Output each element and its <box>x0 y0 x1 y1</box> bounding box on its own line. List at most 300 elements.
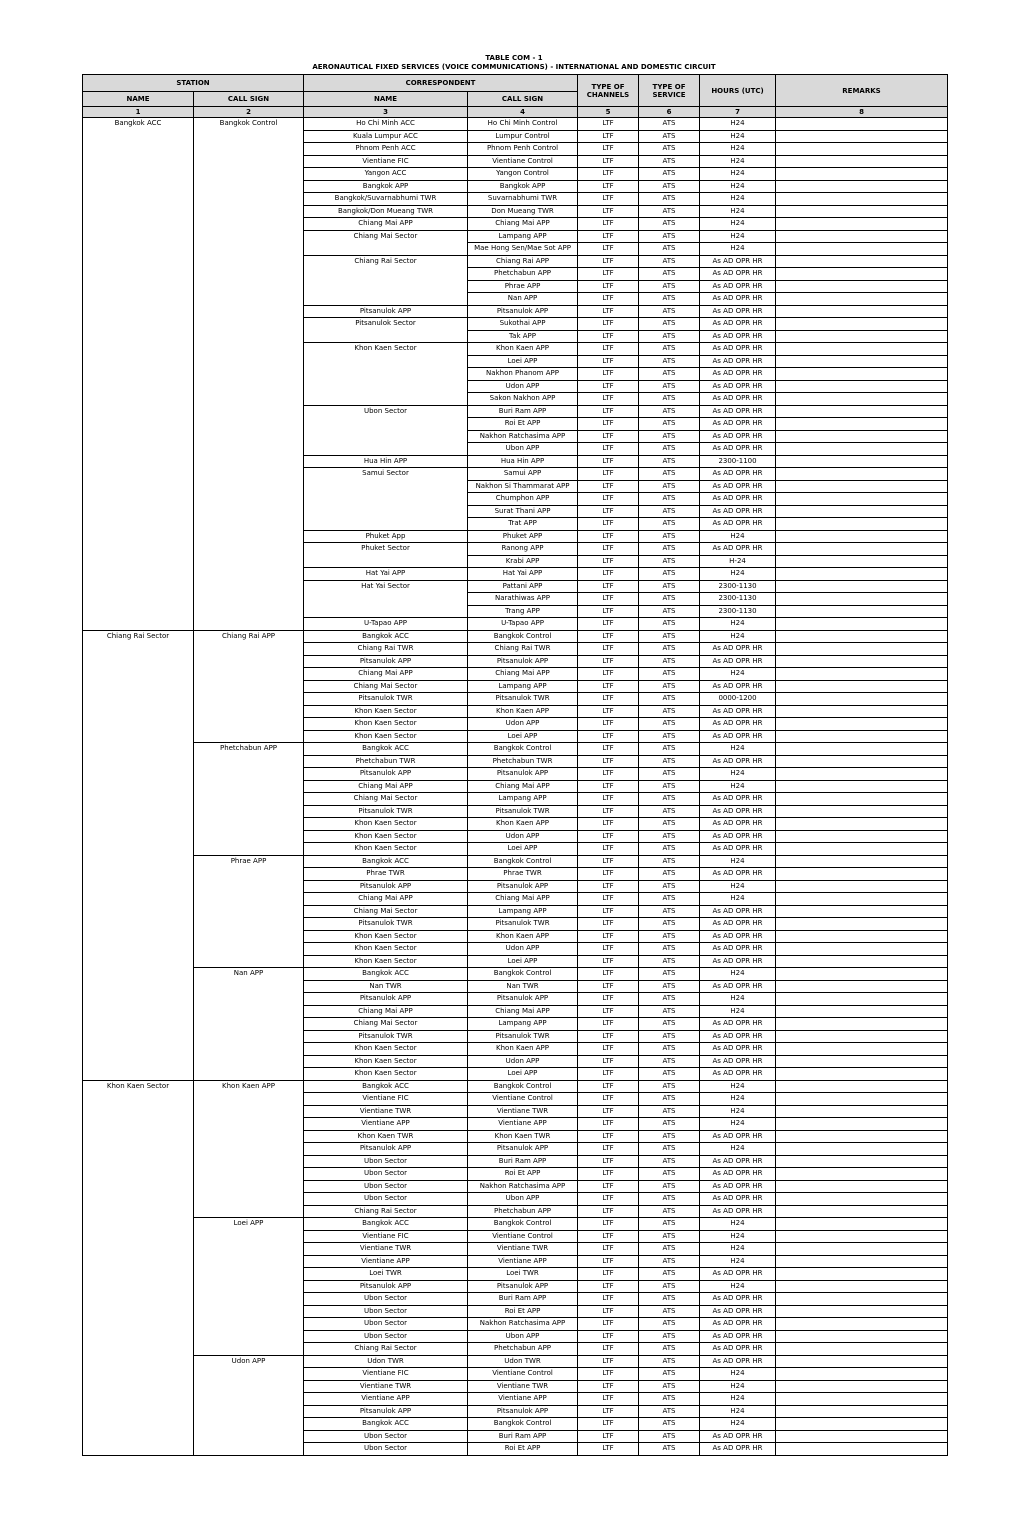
table-row <box>83 780 948 793</box>
type-of-channels-cell: LTF <box>578 855 639 868</box>
station-call-sign-cell <box>194 305 304 318</box>
type-of-channels-cell: LTF <box>578 1243 639 1256</box>
type-of-service-cell: ATS <box>639 1418 700 1431</box>
remarks-cell <box>776 993 948 1006</box>
correspondent-name-cell: Pitsanulok APP <box>304 768 468 781</box>
correspondent-name-cell <box>304 493 468 506</box>
station-name-cell <box>83 805 194 818</box>
type-of-service-cell: ATS <box>639 1218 700 1231</box>
correspondent-name-cell: Khon Kaen Sector <box>304 730 468 743</box>
station-call-sign-cell <box>194 130 304 143</box>
remarks-cell <box>776 1430 948 1443</box>
type-of-service-cell: ATS <box>639 155 700 168</box>
remarks-cell <box>776 343 948 356</box>
type-of-channels-cell: LTF <box>578 868 639 881</box>
station-call-sign-cell <box>194 1368 304 1381</box>
type-of-channels-cell: LTF <box>578 130 639 143</box>
correspondent-name-cell: Pitsanulok TWR <box>304 918 468 931</box>
remarks-cell <box>776 443 948 456</box>
remarks-cell <box>776 680 948 693</box>
correspondent-name-cell: Pitsanulok APP <box>304 880 468 893</box>
remarks-cell <box>776 1218 948 1231</box>
station-call-sign-cell <box>194 243 304 256</box>
correspondent-name-cell: Phuket Sector <box>304 543 468 556</box>
type-of-channels-cell: LTF <box>578 368 639 381</box>
hours-cell: H24 <box>700 118 776 131</box>
type-of-channels-cell: LTF <box>578 1255 639 1268</box>
correspondent-name-cell: Pitsanulok APP <box>304 1405 468 1418</box>
type-of-service-cell: ATS <box>639 755 700 768</box>
remarks-cell <box>776 955 948 968</box>
hours-cell: 2300-1130 <box>700 580 776 593</box>
table-row <box>83 1205 948 1218</box>
type-of-channels-cell: LTF <box>578 643 639 656</box>
station-name-cell <box>83 168 194 181</box>
station-call-sign-cell <box>194 480 304 493</box>
hours-cell: As AD OPR HR <box>700 543 776 556</box>
hours-cell: As AD OPR HR <box>700 755 776 768</box>
correspondent-call-sign-cell: Chiang Mai APP <box>468 218 578 231</box>
station-call-sign-cell <box>194 1005 304 1018</box>
hours-cell: H24 <box>700 1380 776 1393</box>
hours-cell: H24 <box>700 1105 776 1118</box>
station-name-cell <box>83 393 194 406</box>
remarks-cell <box>776 168 948 181</box>
station-name-cell <box>83 793 194 806</box>
table-row <box>83 718 948 731</box>
hours-cell: As AD OPR HR <box>700 1318 776 1331</box>
station-call-sign-cell <box>194 805 304 818</box>
type-of-service-cell: ATS <box>639 730 700 743</box>
type-of-service-cell: ATS <box>639 1105 700 1118</box>
station-name-cell <box>83 1255 194 1268</box>
hours-cell: H24 <box>700 1005 776 1018</box>
station-call-sign-cell <box>194 705 304 718</box>
type-of-service-cell: ATS <box>639 130 700 143</box>
correspondent-call-sign-cell: Roi Et APP <box>468 1168 578 1181</box>
hours-cell: H24 <box>700 193 776 206</box>
hours-cell: H24 <box>700 1143 776 1156</box>
type-of-channels-cell: LTF <box>578 293 639 306</box>
correspondent-name-cell <box>304 368 468 381</box>
remarks-cell <box>776 555 948 568</box>
correspondent-name-cell: Bangkok ACC <box>304 968 468 981</box>
header-correspondent-call-sign: CALL SIGN <box>468 92 578 107</box>
correspondent-name-cell <box>304 355 468 368</box>
correspondent-name-cell: Khon Kaen TWR <box>304 1130 468 1143</box>
station-name-cell <box>83 293 194 306</box>
remarks-cell <box>776 630 948 643</box>
correspondent-name-cell: Phnom Penh ACC <box>304 143 468 156</box>
correspondent-call-sign-cell: Sukothai APP <box>468 318 578 331</box>
correspondent-name-cell <box>304 243 468 256</box>
correspondent-call-sign-cell: Roi Et APP <box>468 1305 578 1318</box>
type-of-service-cell: ATS <box>639 568 700 581</box>
type-of-service-cell: ATS <box>639 355 700 368</box>
hours-cell: H24 <box>700 1280 776 1293</box>
hours-cell: H24 <box>700 1368 776 1381</box>
type-of-service-cell: ATS <box>639 243 700 256</box>
station-name-cell <box>83 855 194 868</box>
type-of-channels-cell: LTF <box>578 943 639 956</box>
correspondent-call-sign-cell: Udon APP <box>468 830 578 843</box>
correspondent-name-cell: Ubon Sector <box>304 1193 468 1206</box>
type-of-service-cell: ATS <box>639 1330 700 1343</box>
correspondent-call-sign-cell: Pitsanulok TWR <box>468 1030 578 1043</box>
type-of-channels-cell: LTF <box>578 580 639 593</box>
table-row <box>83 468 948 481</box>
correspondent-call-sign-cell: Lampang APP <box>468 230 578 243</box>
correspondent-call-sign-cell: Phetchabun TWR <box>468 755 578 768</box>
type-of-channels-cell: LTF <box>578 380 639 393</box>
station-name-cell <box>83 443 194 456</box>
correspondent-call-sign-cell: Bangkok Control <box>468 855 578 868</box>
header-type-of-service: TYPE OF SERVICE <box>639 75 700 107</box>
station-call-sign-cell <box>194 168 304 181</box>
table-row <box>83 555 948 568</box>
station-name-cell <box>83 780 194 793</box>
station-name-cell <box>83 205 194 218</box>
station-name-cell <box>83 130 194 143</box>
correspondent-call-sign-cell: Tak APP <box>468 330 578 343</box>
type-of-service-cell: ATS <box>639 693 700 706</box>
station-name-cell <box>83 605 194 618</box>
station-call-sign-cell <box>194 268 304 281</box>
hours-cell: H24 <box>700 780 776 793</box>
type-of-channels-cell: LTF <box>578 268 639 281</box>
hours-cell: As AD OPR HR <box>700 843 776 856</box>
hours-cell: As AD OPR HR <box>700 1193 776 1206</box>
correspondent-call-sign-cell: Loei APP <box>468 355 578 368</box>
station-call-sign-cell <box>194 1393 304 1406</box>
remarks-cell <box>776 1293 948 1306</box>
station-call-sign-cell <box>194 1068 304 1081</box>
correspondent-call-sign-cell: Vientiane Control <box>468 155 578 168</box>
type-of-channels-cell: LTF <box>578 405 639 418</box>
type-of-service-cell: ATS <box>639 343 700 356</box>
table-row <box>83 255 948 268</box>
correspondent-call-sign-cell: Ubon APP <box>468 1330 578 1343</box>
type-of-channels-cell: LTF <box>578 218 639 231</box>
table-row <box>83 1130 948 1143</box>
type-of-channels-cell: LTF <box>578 1218 639 1231</box>
correspondent-name-cell: Nan TWR <box>304 980 468 993</box>
remarks-cell <box>776 593 948 606</box>
correspondent-call-sign-cell: Loei APP <box>468 843 578 856</box>
type-of-service-cell: ATS <box>639 805 700 818</box>
hours-cell: H24 <box>700 968 776 981</box>
remarks-cell <box>776 155 948 168</box>
station-call-sign-cell <box>194 593 304 606</box>
station-name-cell <box>83 680 194 693</box>
type-of-channels-cell: LTF <box>578 418 639 431</box>
station-call-sign-cell <box>194 1280 304 1293</box>
type-of-channels-cell: LTF <box>578 1130 639 1143</box>
correspondent-call-sign-cell: Loei APP <box>468 730 578 743</box>
correspondent-call-sign-cell: Vientiane TWR <box>468 1243 578 1256</box>
hours-cell: As AD OPR HR <box>700 705 776 718</box>
remarks-cell <box>776 380 948 393</box>
remarks-cell <box>776 455 948 468</box>
hours-cell: As AD OPR HR <box>700 955 776 968</box>
correspondent-call-sign-cell: Chiang Mai APP <box>468 1005 578 1018</box>
station-name-cell <box>83 568 194 581</box>
table-row <box>83 1093 948 1106</box>
correspondent-call-sign-cell: Ubon APP <box>468 443 578 456</box>
type-of-channels-cell: LTF <box>578 455 639 468</box>
station-call-sign-cell <box>194 1430 304 1443</box>
correspondent-name-cell: Khon Kaen Sector <box>304 843 468 856</box>
correspondent-call-sign-cell: Narathiwas APP <box>468 593 578 606</box>
remarks-cell <box>776 1268 948 1281</box>
remarks-cell <box>776 218 948 231</box>
station-name-cell <box>83 1168 194 1181</box>
type-of-service-cell: ATS <box>639 905 700 918</box>
remarks-cell <box>776 1243 948 1256</box>
remarks-cell <box>776 868 948 881</box>
table-row <box>83 868 948 881</box>
type-of-service-cell: ATS <box>639 1443 700 1456</box>
hours-cell: H24 <box>700 1418 776 1431</box>
type-of-channels-cell: LTF <box>578 1193 639 1206</box>
station-name-cell <box>83 1343 194 1356</box>
type-of-service-cell: ATS <box>639 380 700 393</box>
station-call-sign-cell <box>194 1055 304 1068</box>
station-name-cell <box>83 618 194 631</box>
type-of-channels-cell: LTF <box>578 1043 639 1056</box>
station-call-sign-cell <box>194 555 304 568</box>
type-of-service-cell: ATS <box>639 393 700 406</box>
type-of-service-cell: ATS <box>639 780 700 793</box>
type-of-service-cell: ATS <box>639 1068 700 1081</box>
hours-cell: 2300-1100 <box>700 455 776 468</box>
station-name-cell <box>83 655 194 668</box>
correspondent-call-sign-cell: Phrae TWR <box>468 868 578 881</box>
station-name-cell <box>83 880 194 893</box>
station-call-sign-cell <box>194 693 304 706</box>
table-row <box>83 1018 948 1031</box>
type-of-service-cell: ATS <box>639 943 700 956</box>
type-of-channels-cell: LTF <box>578 1230 639 1243</box>
type-of-channels-cell: LTF <box>578 555 639 568</box>
station-name-cell <box>83 955 194 968</box>
table-row <box>83 1218 948 1231</box>
type-of-channels-cell: LTF <box>578 430 639 443</box>
hours-cell: As AD OPR HR <box>700 805 776 818</box>
type-of-service-cell: ATS <box>639 543 700 556</box>
station-name-cell <box>83 1218 194 1231</box>
hours-cell: H24 <box>700 530 776 543</box>
type-of-channels-cell: LTF <box>578 830 639 843</box>
hours-cell: H24 <box>700 893 776 906</box>
remarks-cell <box>776 268 948 281</box>
correspondent-call-sign-cell: Phrae APP <box>468 280 578 293</box>
type-of-channels-cell: LTF <box>578 905 639 918</box>
remarks-cell <box>776 805 948 818</box>
type-of-channels-cell: LTF <box>578 1118 639 1131</box>
hours-cell: H24 <box>700 1405 776 1418</box>
table-row <box>83 593 948 606</box>
hours-cell: H24 <box>700 668 776 681</box>
remarks-cell <box>776 905 948 918</box>
remarks-cell <box>776 1355 948 1368</box>
type-of-service-cell: ATS <box>639 368 700 381</box>
station-name-cell: Bangkok ACC <box>83 118 194 131</box>
table-row <box>83 1030 948 1043</box>
table-row <box>83 1255 948 1268</box>
hours-cell: H24 <box>700 855 776 868</box>
table-subtitle: AERONAUTICAL FIXED SERVICES (VOICE COMMUNICATIONS) - INTERNATIONAL AND DOMESTIC CIRCUIT <box>312 63 716 71</box>
station-call-sign-cell <box>194 1318 304 1331</box>
remarks-cell <box>776 193 948 206</box>
correspondent-call-sign-cell: Udon APP <box>468 718 578 731</box>
type-of-service-cell: ATS <box>639 1155 700 1168</box>
station-name-cell <box>83 1318 194 1331</box>
correspondent-name-cell: Vientiane APP <box>304 1118 468 1131</box>
correspondent-name-cell: Phuket App <box>304 530 468 543</box>
hours-cell: As AD OPR HR <box>700 943 776 956</box>
remarks-cell <box>776 1380 948 1393</box>
table-row <box>83 655 948 668</box>
correspondent-name-cell: Samui Sector <box>304 468 468 481</box>
hours-cell: H24 <box>700 768 776 781</box>
table-row <box>83 205 948 218</box>
remarks-cell <box>776 130 948 143</box>
correspondent-call-sign-cell: Nakhon Ratchasima APP <box>468 430 578 443</box>
correspondent-name-cell: Ubon Sector <box>304 1168 468 1181</box>
correspondent-call-sign-cell: Hat Yai APP <box>468 568 578 581</box>
station-call-sign-cell <box>194 180 304 193</box>
station-name-cell <box>83 1418 194 1431</box>
type-of-channels-cell: LTF <box>578 1443 639 1456</box>
type-of-channels-cell: LTF <box>578 1205 639 1218</box>
type-of-channels-cell: LTF <box>578 1143 639 1156</box>
correspondent-call-sign-cell: Vientiane Control <box>468 1093 578 1106</box>
remarks-cell <box>776 243 948 256</box>
remarks-cell <box>776 918 948 931</box>
hours-cell: As AD OPR HR <box>700 930 776 943</box>
remarks-cell <box>776 1305 948 1318</box>
correspondent-call-sign-cell: Bangkok Control <box>468 1080 578 1093</box>
correspondent-call-sign-cell: Chumphon APP <box>468 493 578 506</box>
type-of-service-cell: ATS <box>639 505 700 518</box>
type-of-channels-cell: LTF <box>578 693 639 706</box>
type-of-service-cell: ATS <box>639 955 700 968</box>
correspondent-name-cell: Pitsanulok TWR <box>304 693 468 706</box>
correspondent-name-cell: Khon Kaen Sector <box>304 930 468 943</box>
station-name-cell <box>83 1005 194 1018</box>
remarks-cell <box>776 1143 948 1156</box>
table-row <box>83 530 948 543</box>
type-of-channels-cell: LTF <box>578 1355 639 1368</box>
correspondent-name-cell: Chiang Mai Sector <box>304 793 468 806</box>
station-name-cell <box>83 905 194 918</box>
hours-cell: As AD OPR HR <box>700 1305 776 1318</box>
station-call-sign-cell <box>194 568 304 581</box>
type-of-service-cell: ATS <box>639 1255 700 1268</box>
station-call-sign-cell <box>194 330 304 343</box>
correspondent-name-cell: Chiang Mai Sector <box>304 1018 468 1031</box>
station-call-sign-cell <box>194 1180 304 1193</box>
correspondent-call-sign-cell: Phuket APP <box>468 530 578 543</box>
station-call-sign-cell <box>194 993 304 1006</box>
correspondent-call-sign-cell: Buri Ram APP <box>468 1430 578 1443</box>
hours-cell: H24 <box>700 618 776 631</box>
type-of-channels-cell: LTF <box>578 1293 639 1306</box>
remarks-cell <box>776 1180 948 1193</box>
station-name-cell <box>83 843 194 856</box>
correspondent-name-cell: Bangkok/Don Mueang TWR <box>304 205 468 218</box>
remarks-cell <box>776 1418 948 1431</box>
correspondent-call-sign-cell: Bangkok Control <box>468 1418 578 1431</box>
correspondent-call-sign-cell: Pitsanulok TWR <box>468 805 578 818</box>
column-number: 2 <box>194 107 304 118</box>
table-row <box>83 743 948 756</box>
correspondent-call-sign-cell: Phetchabun APP <box>468 268 578 281</box>
type-of-service-cell: ATS <box>639 1318 700 1331</box>
correspondent-call-sign-cell: Loei TWR <box>468 1268 578 1281</box>
station-name-cell <box>83 580 194 593</box>
type-of-service-cell: ATS <box>639 1305 700 1318</box>
station-name-cell <box>83 993 194 1006</box>
station-name-cell <box>83 918 194 931</box>
station-call-sign-cell <box>194 618 304 631</box>
correspondent-name-cell: Bangkok ACC <box>304 1080 468 1093</box>
correspondent-name-cell: Chiang Mai Sector <box>304 905 468 918</box>
hours-cell: H24 <box>700 218 776 231</box>
type-of-service-cell: ATS <box>639 1130 700 1143</box>
correspondent-name-cell: Ubon Sector <box>304 1155 468 1168</box>
remarks-cell <box>776 530 948 543</box>
table-row <box>83 843 948 856</box>
station-name-cell <box>83 1068 194 1081</box>
hours-cell: As AD OPR HR <box>700 1343 776 1356</box>
table-row <box>83 443 948 456</box>
type-of-service-cell: ATS <box>639 980 700 993</box>
type-of-channels-cell: LTF <box>578 605 639 618</box>
hours-cell: As AD OPR HR <box>700 718 776 731</box>
table-row <box>83 1143 948 1156</box>
correspondent-call-sign-cell: Pitsanulok APP <box>468 880 578 893</box>
type-of-service-cell: ATS <box>639 1180 700 1193</box>
type-of-channels-cell: LTF <box>578 318 639 331</box>
station-name-cell <box>83 405 194 418</box>
type-of-service-cell: ATS <box>639 443 700 456</box>
correspondent-name-cell: Ubon Sector <box>304 405 468 418</box>
table-row <box>83 693 948 706</box>
station-name-cell <box>83 830 194 843</box>
correspondent-name-cell: Khon Kaen Sector <box>304 705 468 718</box>
hours-cell: H24 <box>700 143 776 156</box>
station-call-sign-cell <box>194 530 304 543</box>
correspondent-call-sign-cell: Ho Chi Minh Control <box>468 118 578 131</box>
station-name-cell <box>83 1268 194 1281</box>
correspondent-name-cell: Ubon Sector <box>304 1430 468 1443</box>
type-of-channels-cell: LTF <box>578 505 639 518</box>
hours-cell: H24 <box>700 230 776 243</box>
table-row <box>83 1318 948 1331</box>
remarks-cell <box>776 393 948 406</box>
correspondent-call-sign-cell: Vientiane APP <box>468 1393 578 1406</box>
type-of-channels-cell: LTF <box>578 880 639 893</box>
remarks-cell <box>776 305 948 318</box>
station-call-sign-cell <box>194 418 304 431</box>
station-call-sign-cell <box>194 155 304 168</box>
station-call-sign-cell <box>194 1255 304 1268</box>
correspondent-name-cell: Pitsanulok APP <box>304 1143 468 1156</box>
type-of-service-cell: ATS <box>639 843 700 856</box>
correspondent-name-cell <box>304 480 468 493</box>
